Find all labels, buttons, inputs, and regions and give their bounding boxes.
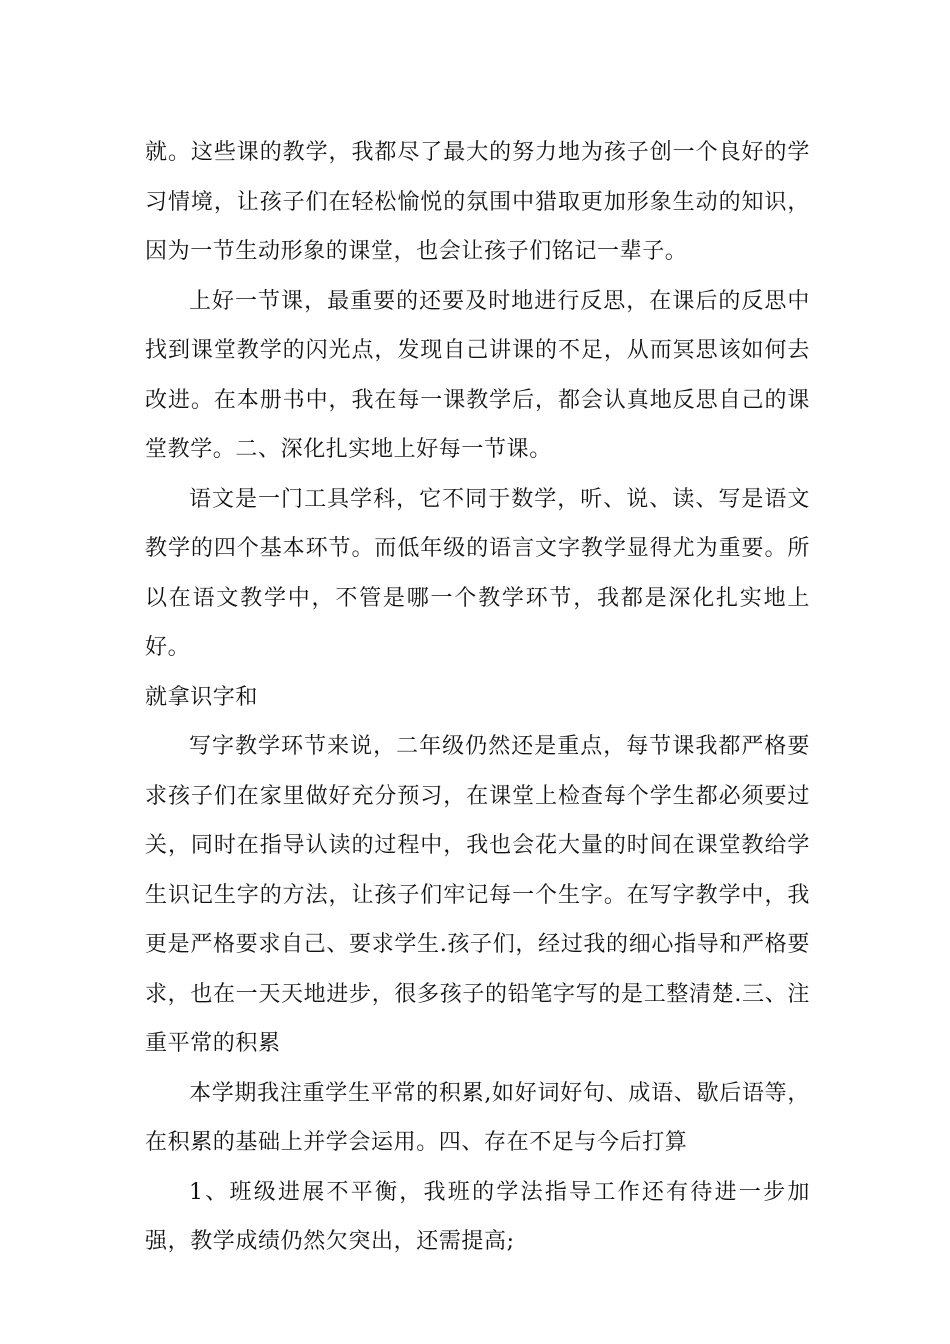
paragraph-1: 就。这些课的教学，我都尽了最大的努力地为孩子创一个良好的学习情境，让孩子们在轻松愉悦的氛围中猎取更加形象生动的知识，因为一节生动形象的课堂，也会让孩子们铭记一辈子。 [145, 140, 810, 264]
document-body [145, 128, 810, 1267]
paragraph-7: 1、班级进展不平衡，我班的学法指导工作还有待进一步加强，教学成绩仍然欠突出，还需提高; [145, 1179, 810, 1254]
paragraph-3: 语文是一门工具学科，它不同于数学，听、说、读、写是语文教学的四个基本环节。而低年级的语言文字教学显得尤为重要。所以在语文教学中，不管是哪一个教学环节，我都是深化扎实地上好。 [145, 486, 810, 660]
paragraph-4: 就拿识字和 [145, 684, 259, 710]
paragraph-6: 本学期我注重学生平常的积累,如好词好句、成语、歇后语等，在积累的基础上并学会运用。四、存在不足与今后打算 [145, 1080, 810, 1155]
paragraph-5: 写字教学环节来说，二年级仍然还是重点，每节课我都严格要求孩子们在家里做好充分预习，在课堂上检查每个学生都必须要过关，同时在指导认读的过程中，我也会花大量的时间在课堂教给学生识记生字的方法，让孩子们牢记每一个生字。在写字教学中，我更是严格要求自己、要求学生.孩子们，经过我的细心指导和严格要求，也在一天天地进步，很多孩子的铅笔字写的是工整清楚.三、注重平常的积累 [145, 734, 810, 1056]
paragraph-2: 上好一节课，最重要的还要及时地进行反思，在课后的反思中找到课堂教学的闪光点，发现自己讲课的不足，从而冥思该如何去改进。在本册书中，我在每一课教学后，都会认真地反思自己的课堂教学。二、深化扎实地上好每一节课。 [145, 288, 810, 462]
